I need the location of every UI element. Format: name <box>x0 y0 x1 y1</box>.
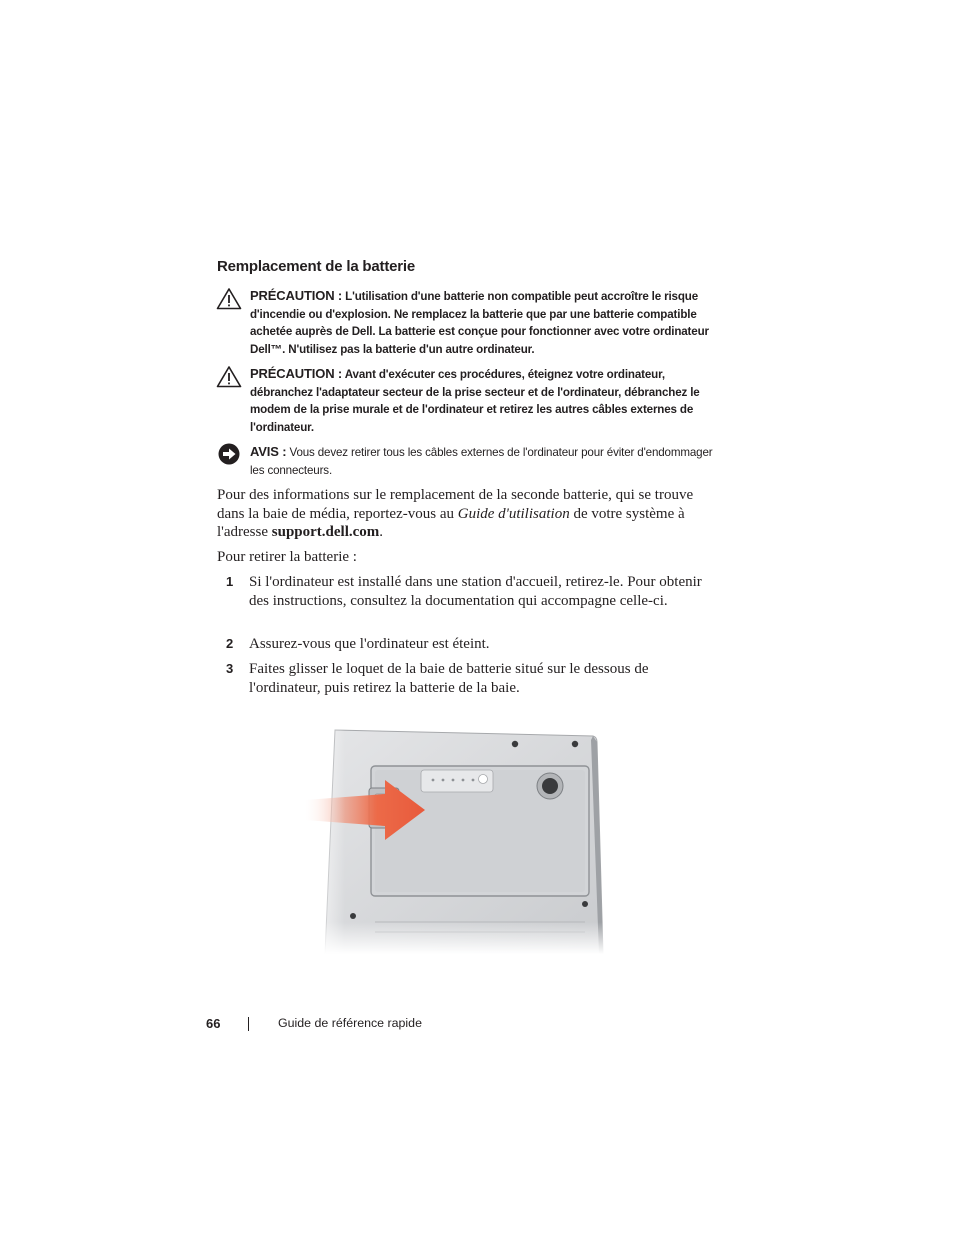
avis-label: AVIS : <box>250 444 287 459</box>
footer-divider <box>248 1017 249 1031</box>
avis-text: Vous devez retirer tous les câbles externes de l'ordinateur pour éviter d'endommager les connecteurs. <box>250 446 713 477</box>
page-number: 66 <box>206 1016 221 1031</box>
intro-text-2: de votre système à l'adresse <box>217 505 685 541</box>
section-heading: Remplacement de la batterie <box>217 258 416 275</box>
step-number: 1 <box>226 574 234 589</box>
battery-removal-illustration <box>305 722 607 954</box>
caution-notice-1 <box>216 287 716 358</box>
intro-text-3: . <box>379 524 384 541</box>
step-number: 3 <box>226 661 234 676</box>
caution-label: PRÉCAUTION : <box>250 366 343 381</box>
warning-triangle-icon <box>216 287 242 311</box>
step-2 <box>217 635 707 654</box>
steps-intro: Pour retirer la batterie : <box>217 549 357 565</box>
intro-paragraph <box>217 486 707 542</box>
caution-text: L'utilisation d'une batterie non compatible peut accroître le risque d'incendie ou d'explosion. Ne remplacez la batterie que par une batterie compatible achetée auprès de Dell. La batterie est conçue pour fonctionner avec votre ordinateur Dell™. N'utilisez pas la batterie d'un autre ordinateur. <box>250 290 709 356</box>
step-number: 2 <box>226 636 234 651</box>
step-text: Si l'ordinateur est installé dans une station d'accueil, retirez-le. Pour obtenir des instructions, consultez la documentation qui accompagne celle-ci. <box>249 574 702 609</box>
footer-title: Guide de référence rapide <box>278 1016 422 1030</box>
step-text: Assurez-vous que l'ordinateur est éteint. <box>249 636 490 652</box>
notice-arrow-icon <box>216 443 242 467</box>
step-1 <box>217 573 707 610</box>
warning-triangle-icon <box>216 365 242 389</box>
caution-text: Avant d'exécuter ces procédures, éteignez votre ordinateur, débranchez l'adaptateur secteur de la prise secteur et de l'ordinateur, débranchez le modem de la prise murale et de l'ordinateur et retirez les autres câbles externes de l'ordinateur. <box>250 368 700 434</box>
caution-label: PRÉCAUTION : <box>250 288 343 303</box>
guide-title: Guide d'utilisation <box>457 505 570 522</box>
support-url[interactable]: support.dell.com <box>271 524 380 541</box>
intro-text-1: Pour des informations sur le remplacement de la seconde batterie, qui se trouve dans la baie de média, reportez-vous au <box>217 487 694 522</box>
step-text: Faites glisser le loquet de la baie de batterie situé sur le dessous de l'ordinateur, puis retirez la batterie de la baie. <box>249 661 649 696</box>
avis-notice <box>216 443 716 479</box>
caution-notice-2 <box>216 365 716 436</box>
step-3 <box>217 660 707 697</box>
